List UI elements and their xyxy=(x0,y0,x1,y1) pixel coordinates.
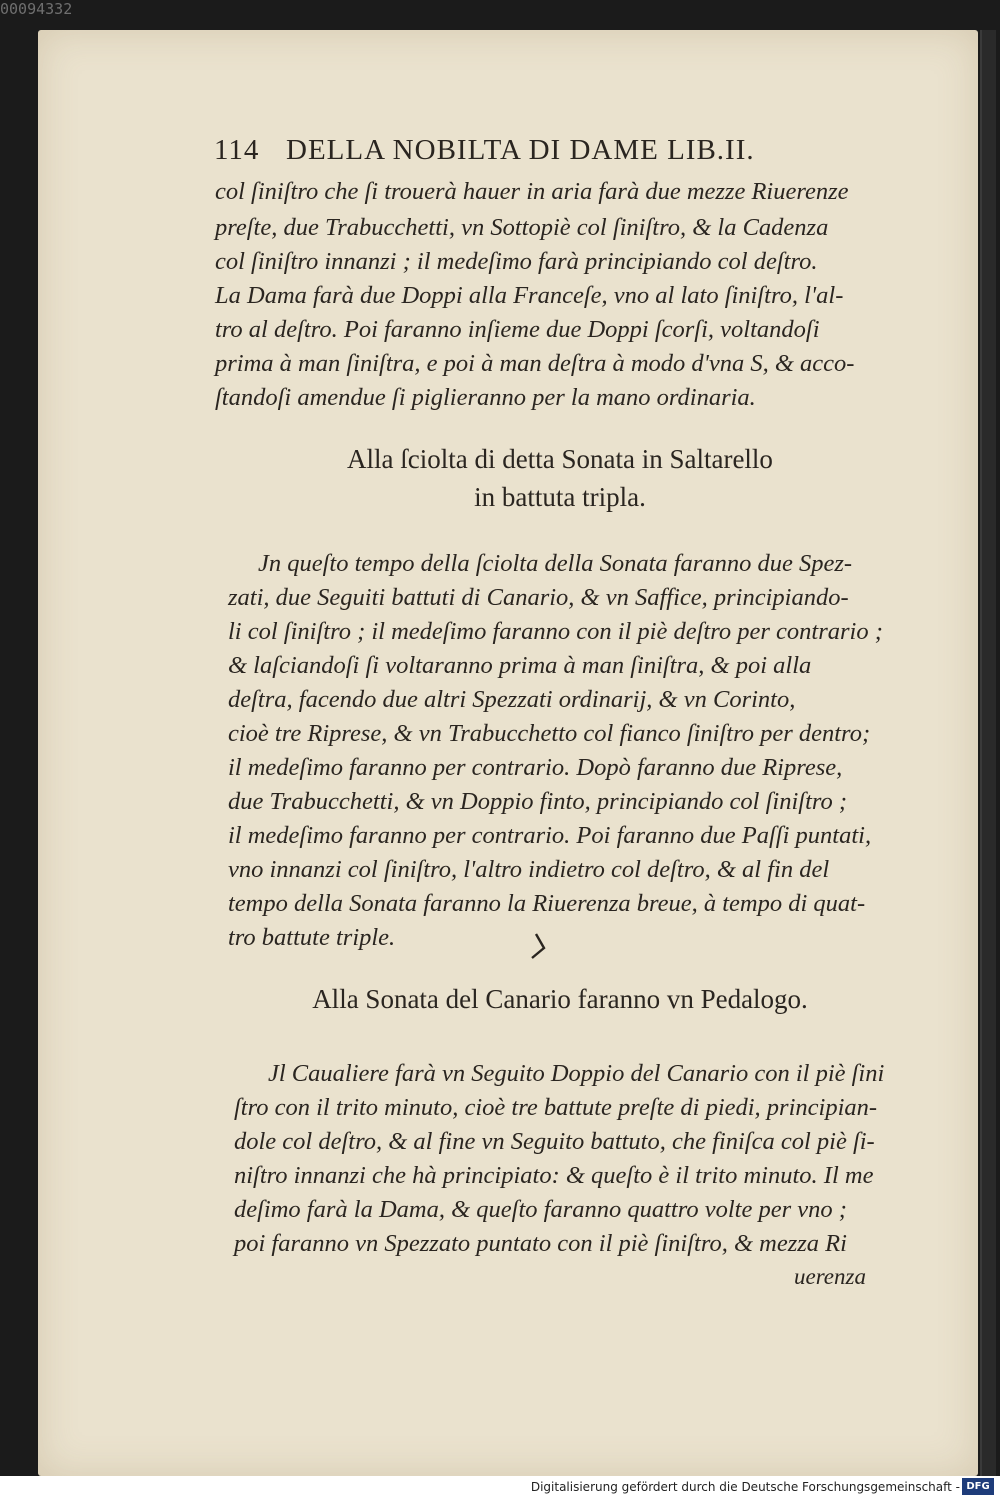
dfg-logo-icon: DFG xyxy=(962,1478,994,1495)
text-line: & laſciandoſi ſi voltaranno prima à man ſiniſtra, & poi alla xyxy=(228,652,812,679)
text-line: deſimo farà la Dama, & queſto faranno quattro volte per vno ; xyxy=(234,1196,847,1223)
scan-edge xyxy=(980,30,996,1476)
text-line: cioè tre Riprese, & vn Trabucchetto col fianco ſiniſtro per dentro; xyxy=(228,720,871,747)
text-line: La Dama farà due Doppi alla Franceſe, vno al lato ſiniſtro, l'al- xyxy=(215,282,844,309)
text-line: zati, due Seguiti battuti di Canario, & vn Saffice, principiando- xyxy=(228,584,849,611)
catchword: uerenza xyxy=(794,1264,866,1289)
text-line: due Trabucchetti, & vn Doppio finto, principiando col ſiniſtro ; xyxy=(228,788,848,815)
scan-id-label: 00094332 xyxy=(0,0,73,18)
text-line: niſtro innanzi che hà principiato: & queſto è il trito minuto. Il me xyxy=(234,1162,874,1189)
section-heading: in battuta tripla. xyxy=(474,482,646,512)
text-line: Jn queſto tempo della ſciolta della Sonata faranno due Spez- xyxy=(258,550,853,577)
text-line: Jl Caualiere farà vn Seguito Doppio del Canario con il piè ſini xyxy=(268,1060,885,1087)
text-line: col ſiniſtro innanzi ; il medeſimo farà principiando col deſtro. xyxy=(215,248,818,275)
section-heading: Alla Sonata del Canario faranno vn Pedalogo. xyxy=(312,984,808,1014)
text-line: tro battute triple. xyxy=(228,924,396,951)
text-line: col ſiniſtro che ſi trouerà hauer in aria farà due mezze Riuerenze xyxy=(215,178,849,205)
funding-credit: Digitalisierung gefördert durch die Deutsche Forschungsgemeinschaft - xyxy=(530,1480,960,1494)
text-line: tro al deſtro. Poi faranno inſieme due Doppi ſcorſi, voltandoſi xyxy=(215,316,820,343)
page-number: 114 xyxy=(214,134,260,166)
text-line: ſtandoſi amendue ſi piglieranno per la mano ordinaria. xyxy=(215,384,756,411)
text-line: li col ſiniſtro ; il medeſimo faranno con il piè deſtro per contrario ; xyxy=(228,618,883,645)
text-line: dole col deſtro, & al fine vn Seguito battuto, che finiſca col piè ſi- xyxy=(234,1128,875,1155)
running-title: DELLA NOBILTA DI DAME LIB.II. xyxy=(286,134,755,166)
text-line: preſte, due Trabucchetti, vn Sottopiè col ſiniſtro, & la Cadenza xyxy=(215,214,829,241)
text-line: deſtra, facendo due altri Spezzati ordinarij, & vn Corinto, xyxy=(228,686,796,713)
text-line: il medeſimo faranno per contrario. Dopò faranno due Riprese, xyxy=(228,754,843,781)
text-line: prima à man ſiniſtra, e poi à man deſtra à modo d'vna S, & acco- xyxy=(215,350,855,377)
text-line: tempo della Sonata faranno la Riuerenza breue, à tempo di quat- xyxy=(228,890,866,917)
text-line: vno innanzi col ſiniſtro, l'altro indietro col deſtro, & al fin del xyxy=(228,856,830,883)
section-heading: Alla ſciolta di detta Sonata in Saltarello xyxy=(347,444,773,474)
ink-mark xyxy=(528,930,554,964)
text-line: ſtro con il trito minuto, cioè tre battute preſte di piedi, principian- xyxy=(234,1094,878,1121)
text-line: il medeſimo faranno per contrario. Poi faranno due Paſſi puntati, xyxy=(228,822,872,849)
text-line: poi faranno vn Spezzato puntato con il piè ſiniſtro, & mezza Ri xyxy=(234,1230,847,1257)
running-head xyxy=(214,134,854,170)
